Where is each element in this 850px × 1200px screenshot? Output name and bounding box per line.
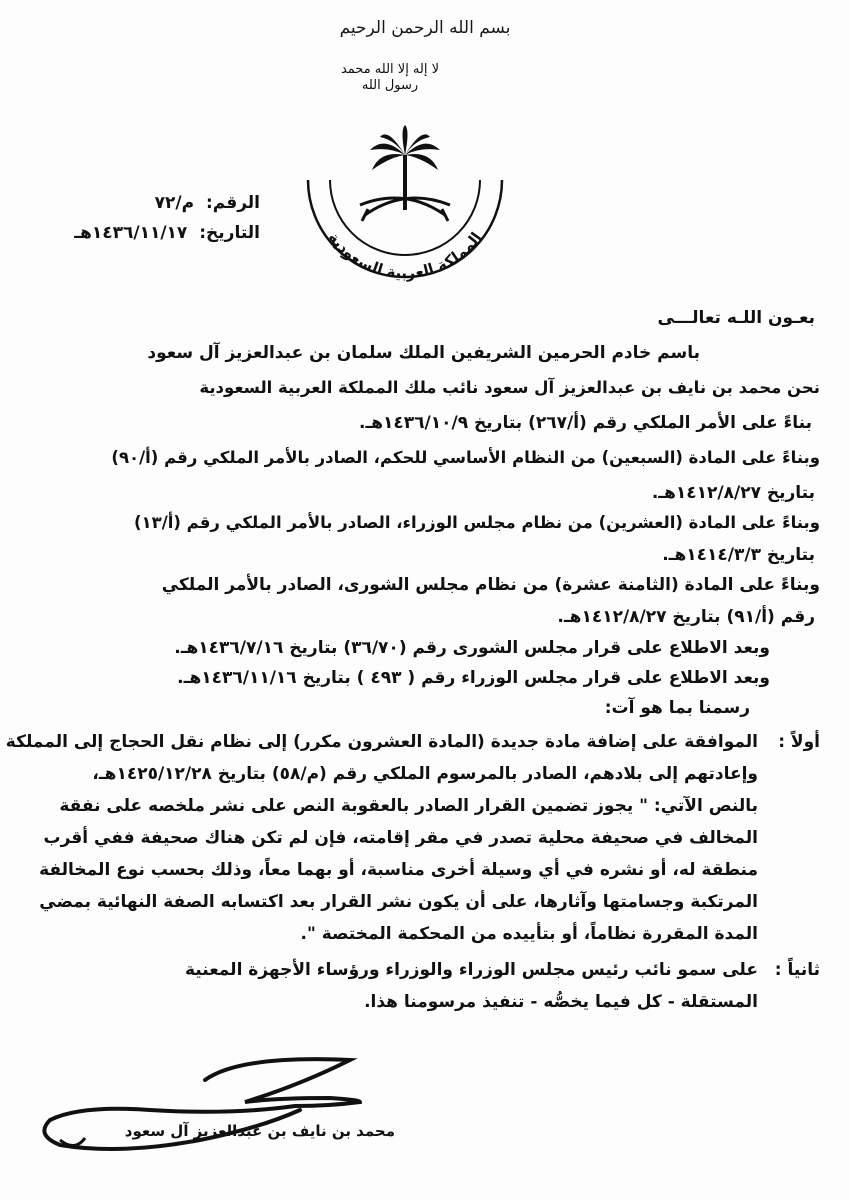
- clause-2-line-2: المستقلة - كل فيما يخصُّه - تنفيذ مرسومنا هذا.: [364, 992, 758, 1012]
- date-row: [30, 218, 260, 248]
- cabinet-resolution-line: وبعد الاطلاع على قرار مجلس الوزراء رقم ( ٤٩٣ ) بتاريخ ١٤٣٦/١١/١٦هـ.: [177, 668, 770, 688]
- date-value: ١٤٣٦/١١/١٧هـ: [74, 223, 188, 243]
- handwritten-signature-icon: [30, 1040, 410, 1160]
- clause-1-line-6: المرتكبة وجسامتها وآثارها، على أن يكون نشر القرار بعد اكتسابه الصفة النهائية بمضي: [39, 892, 758, 912]
- clause-1-line-2: وإعادتهم إلى بلادهم، الصادر بالمرسوم الملكي رقم (م/٥٨) بتاريخ ١٤٢٥/١٢/٢٨هـ،: [92, 764, 758, 784]
- clause-1-line-5: منطقة له، أو نشره في أي وسيلة أخرى مناسبة، أو بهما معاً، وذلك بحسب نوع المخالفة: [39, 860, 758, 880]
- saudi-emblem-icon: [300, 125, 510, 290]
- clause-1-line-4: المخالف في صحيفة محلية تصدر في مقر إقامته، فإن لم تكن هناك صحيفة ففي أقرب: [43, 828, 758, 848]
- clause-1-line-7: المدة المقررة نظاماً، أو بتأييده من المحكمة المختصة ".: [300, 924, 758, 944]
- issuer-line: نحن محمد بن نايف بن عبدالعزيز آل سعود نائب ملك المملكة العربية السعودية: [199, 378, 820, 397]
- emblem-text: المملكة العربية السعودية: [324, 228, 486, 283]
- clause-1-line-1: الموافقة على إضافة مادة جديدة (المادة العشرون مكرر) إلى نظام نقل الحجاج إلى المملكة: [5, 732, 758, 752]
- clause-1-label: أولاً :: [778, 732, 820, 752]
- basmala-heading: بسم الله الرحمن الرحيم: [339, 18, 511, 38]
- signer-name: محمد بن نايف بن عبدالعزيز آل سعود: [124, 1122, 395, 1140]
- in-name-of-line: باسم خادم الحرمين الشريفين الملك سلمان بن عبدالعزيز آل سعود: [147, 343, 700, 363]
- date-label: التاريخ:: [199, 223, 260, 243]
- reference-label: الرقم:: [205, 193, 260, 213]
- basis-line-4: وبناءً على المادة (الثامنة عشرة) من نظام مجلس الشورى، الصادر بالأمر الملكي: [161, 575, 820, 595]
- basis-line-2: وبناءً على المادة (السبعين) من النظام الأساسي للحكم، الصادر بالأمر الملكي رقم (أ/٩٠): [111, 448, 820, 467]
- reference-number-row: [30, 188, 260, 218]
- basis-line-2-date: بتاريخ ١٤١٢/٨/٢٧هـ.: [651, 483, 815, 503]
- shahada-calligraphy: لا إله إلا الله محمد رسول الله: [340, 62, 440, 93]
- reference-number: م/٧٢: [154, 193, 195, 213]
- shura-resolution-line: وبعد الاطلاع على قرار مجلس الشورى رقم (٣٦/٧٠) بتاريخ ١٤٣٦/٧/١٦هـ.: [174, 638, 770, 658]
- basis-line-4-date: رقم (أ/٩١) بتاريخ ١٤١٢/٨/٢٧هـ.: [557, 607, 815, 627]
- clause-1-line-3: بالنص الآتي: " يجوز تضمين القرار الصادر بالعقوبة النص على نشر ملخصه على نفقة: [59, 796, 758, 816]
- basis-line-1: بناءً على الأمر الملكي رقم (أ/٢٦٧) بتاريخ ١٤٣٦/١٠/٩هـ.: [358, 413, 812, 433]
- invocation-line: بعـون اللـه تعالـــى: [657, 308, 815, 328]
- clause-2-line-1: على سمو نائب رئيس مجلس الوزراء والوزراء ورؤساء الأجهزة المعنية: [185, 960, 758, 980]
- reference-block: [30, 188, 260, 248]
- decreed-line: رسمنا بما هو آت:: [604, 698, 750, 718]
- clause-2-label: ثانياً :: [774, 960, 820, 980]
- basis-line-3-date: بتاريخ ١٤١٤/٣/٣هـ.: [662, 545, 815, 565]
- basis-line-3: وبناءً على المادة (العشرين) من نظام مجلس الوزراء، الصادر بالأمر الملكي رقم (أ/١٣): [134, 513, 820, 532]
